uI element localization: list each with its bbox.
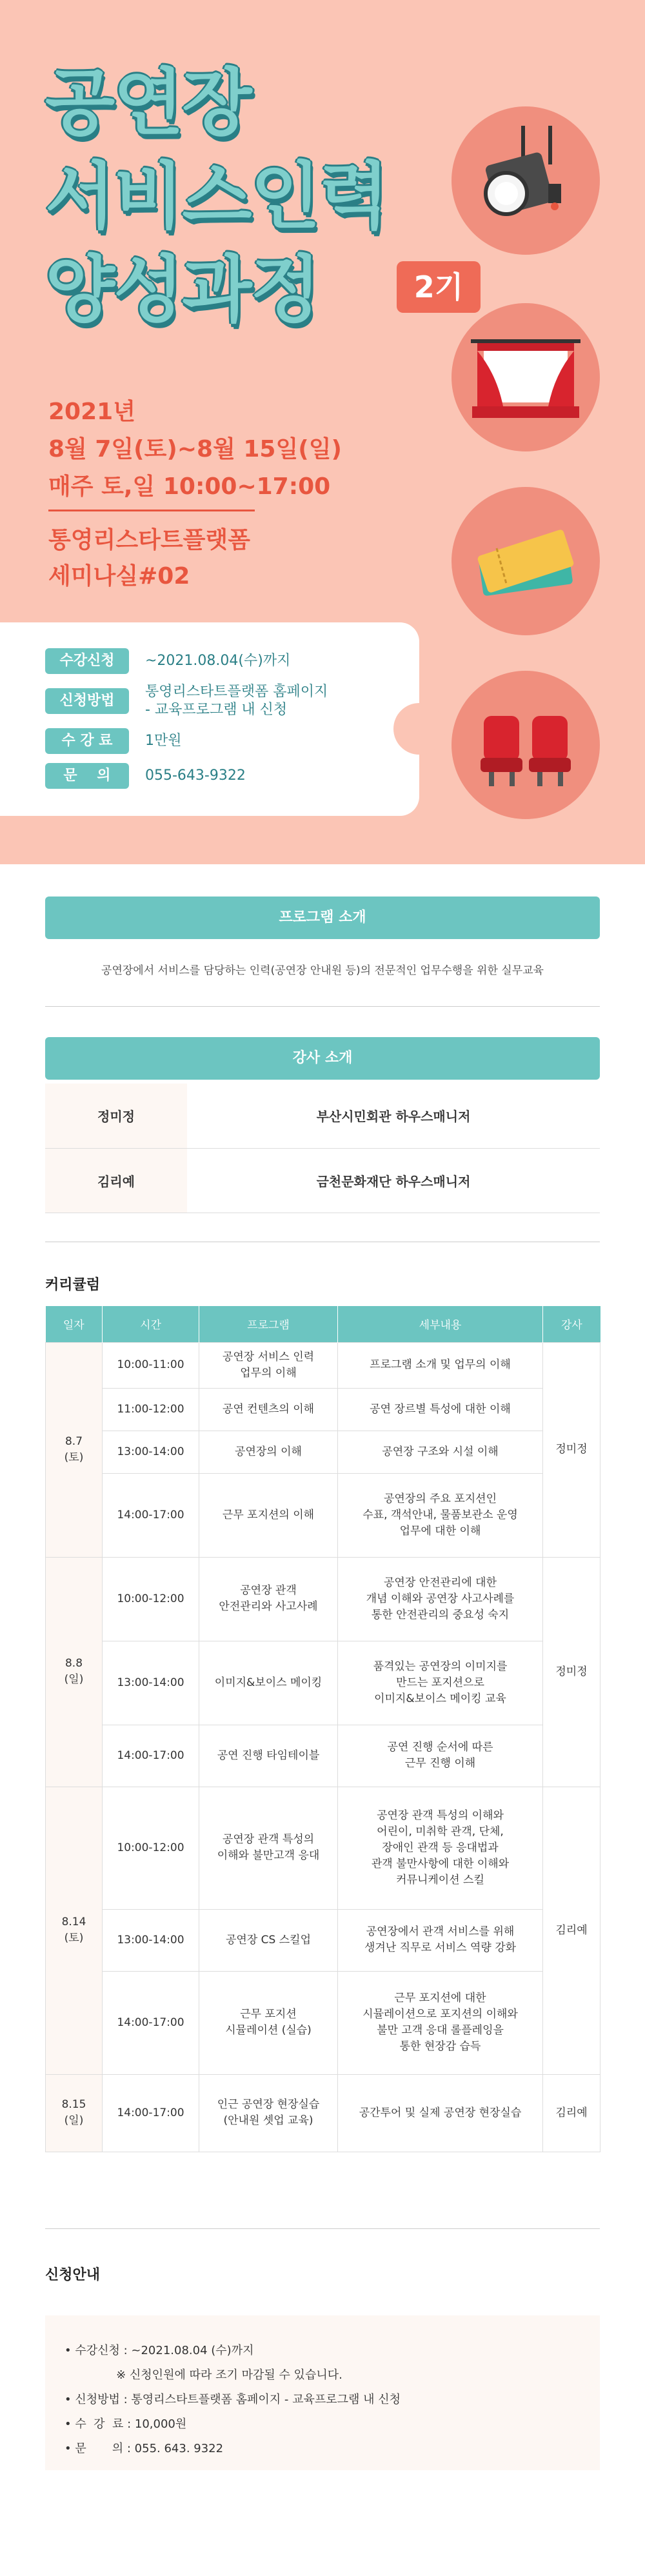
detail-cell: 공연장에서 관객 서비스를 위해 생겨난 직무로 서비스 역량 강화 — [338, 1909, 543, 1971]
info-row-fee — [45, 728, 406, 754]
time-cell: 14:00-17:00 — [103, 1473, 199, 1557]
detail-cell: 공연 장르별 특성에 대한 이해 — [338, 1388, 543, 1431]
hero-poster — [0, 0, 645, 864]
detail-cell: 공연 진행 순서에 따른 근무 진행 이해 — [338, 1725, 543, 1787]
detail-cell: 공연장 안전관리에 대한 개념 이해와 공연장 사고사례를 통한 안전관리의 중요성 숙지 — [338, 1557, 543, 1641]
info-value: 1만원 — [145, 733, 182, 749]
instructor-table — [45, 1084, 600, 1213]
detail-cell: 공간투어 및 실제 공연장 현장실습 — [338, 2074, 543, 2152]
curriculum-table — [45, 1306, 600, 2152]
instructor-section-title: 강사 소개 — [45, 1037, 600, 1080]
info-value: 통영리스타트플랫폼 홈페이지 - 교육프로그램 내 신청 — [145, 684, 328, 718]
detail-cell: 공연장의 주요 포지션인 수표, 객석안내, 물품보관소 운영 업무에 대한 이해 — [338, 1473, 543, 1557]
time-cell: 14:00-17:00 — [103, 2074, 199, 2152]
date-year: 2021년 — [48, 399, 135, 425]
divider — [48, 510, 255, 511]
time-cell: 13:00-14:00 — [103, 1909, 199, 1971]
theater-seats-icon — [452, 671, 600, 819]
apply-line: • 신청방법 : 통영리스타트플랫폼 홈페이지 - 교육프로그램 내 신청 — [64, 2393, 401, 2406]
program-cell: 공연장 서비스 인력 업무의 이해 — [199, 1342, 338, 1388]
divider — [45, 1006, 600, 1007]
info-label: 수강신청 — [45, 648, 129, 674]
table-row — [46, 1557, 600, 1641]
day-cell: 8.14 (토) — [46, 1787, 103, 2074]
program-cell: 근무 포지션 시뮬레이션 (실습) — [199, 1971, 338, 2074]
teacher-cell: 김리예 — [543, 2074, 600, 2152]
teacher-cell: 정미정 — [543, 1557, 600, 1787]
table-row — [46, 1909, 600, 1971]
instructor-name: 정미정 — [45, 1084, 187, 1148]
info-value: 055-643-9322 — [145, 768, 246, 784]
table-row — [46, 2074, 600, 2152]
header-time: 시간 — [103, 1306, 199, 1342]
venue-block — [48, 522, 250, 595]
apply-line: ※ 신청인원에 따라 조기 마감될 수 있습니다. — [64, 2368, 342, 2382]
detail-cell: 근무 포지션에 대한 시뮬레이션으로 포지션의 이해와 불만 고객 응대 롤플레잉을 통한 현장감 습득 — [338, 1971, 543, 2074]
tickets-icon — [452, 487, 600, 635]
detail-cell: 공연장 구조와 시설 이해 — [338, 1431, 543, 1473]
time-cell: 10:00-11:00 — [103, 1342, 199, 1388]
info-label: 신청방법 — [45, 688, 129, 714]
apply-heading: 신청안내 — [45, 2267, 101, 2283]
info-row-registration — [45, 648, 406, 674]
spotlight-icon — [452, 106, 600, 255]
day-cell: 8.15 (일) — [46, 2074, 103, 2152]
table-row — [46, 1431, 600, 1473]
venue-room: 세미나실#02 — [48, 563, 190, 590]
date-range: 8월 7일(토)~8월 15일(일) — [48, 436, 342, 462]
teacher-cell: 김리예 — [543, 1787, 600, 2074]
table-row — [45, 1084, 600, 1148]
program-cell: 공연장 관객 안전관리와 사고사례 — [199, 1557, 338, 1641]
table-row — [46, 1725, 600, 1787]
table-row — [46, 1388, 600, 1431]
day-cell: 8.8 (일) — [46, 1557, 103, 1787]
time-cell: 13:00-14:00 — [103, 1431, 199, 1473]
time-cell: 14:00-17:00 — [103, 1725, 199, 1787]
program-cell: 근무 포지션의 이해 — [199, 1473, 338, 1557]
time-cell: 13:00-14:00 — [103, 1641, 199, 1725]
program-section-title: 프로그램 소개 — [45, 897, 600, 939]
info-list — [45, 648, 406, 798]
poster-title-line-3: 양성과정 — [45, 248, 319, 332]
date-block — [48, 393, 342, 506]
info-label: 수 강 료 — [45, 728, 129, 754]
day-cell: 8.7 (토) — [46, 1342, 103, 1557]
time-cell: 10:00-12:00 — [103, 1787, 199, 1909]
header-program: 프로그램 — [199, 1306, 338, 1342]
header-teacher: 강사 — [543, 1306, 600, 1342]
program-cell: 공연장 관객 특성의 이해와 불만고객 응대 — [199, 1787, 338, 1909]
apply-info-box — [45, 2315, 600, 2470]
header-detail: 세부내용 — [338, 1306, 543, 1342]
header-date: 일자 — [46, 1306, 103, 1342]
info-value: ~2021.08.04(수)까지 — [145, 653, 291, 669]
venue-name: 통영리스타트플랫폼 — [48, 527, 250, 553]
date-schedule: 매주 토,일 10:00~17:00 — [48, 473, 331, 500]
table-row — [46, 1641, 600, 1725]
divider — [45, 2228, 600, 2229]
instructor-org: 부산시민회관 하우스매니저 — [187, 1084, 600, 1148]
program-cell: 공연장의 이해 — [199, 1431, 338, 1473]
poster-title-line-2: 서비스인력 — [45, 155, 388, 239]
time-cell: 11:00-12:00 — [103, 1388, 199, 1431]
table-row — [46, 1342, 600, 1388]
apply-line: • 문 의 : 055. 643. 9322 — [64, 2442, 224, 2455]
program-cell: 공연 진행 타임테이블 — [199, 1725, 338, 1787]
table-row — [46, 1473, 600, 1557]
program-description: 공연장에서 서비스를 담당하는 인력(공연장 안내원 등)의 전문적인 업무수행을 위한 실무교육 — [101, 964, 544, 977]
cohort-badge: 2기 — [397, 261, 481, 313]
program-cell: 공연장 CS 스킬업 — [199, 1909, 338, 1971]
detail-cell: 프로그램 소개 및 업무의 이해 — [338, 1342, 543, 1388]
time-cell: 14:00-17:00 — [103, 1971, 199, 2074]
instructor-name: 김리예 — [45, 1148, 187, 1213]
instructor-org: 금천문화재단 하우스매니저 — [187, 1148, 600, 1213]
program-cell: 이미지&보이스 메이킹 — [199, 1641, 338, 1725]
teacher-cell: 정미정 — [543, 1342, 600, 1557]
curriculum-heading: 커리큘럼 — [45, 1277, 101, 1293]
table-row — [46, 1787, 600, 1909]
stage-curtain-icon — [452, 303, 600, 451]
detail-cell: 공연장 관객 특성의 이해와 어린이, 미취학 관객, 단체, 장애인 관객 등 응대법과 관객 불만사항에 대한 이해와 커뮤니케이션 스킬 — [338, 1787, 543, 1909]
info-row-contact — [45, 763, 406, 789]
table-row — [46, 1971, 600, 2074]
detail-cell: 품격있는 공연장의 이미지를 만드는 포지션으로 이미지&보이스 메이킹 교육 — [338, 1641, 543, 1725]
time-cell: 10:00-12:00 — [103, 1557, 199, 1641]
table-row — [45, 1148, 600, 1213]
program-cell: 공연 컨텐츠의 이해 — [199, 1388, 338, 1431]
poster-title-line-1: 공연장 — [45, 61, 251, 145]
apply-line: • 수강신청 : ~2021.08.04 (수)까지 — [64, 2344, 254, 2357]
apply-line: • 수 강 료 : 10,000원 — [64, 2417, 187, 2431]
program-cell: 인근 공연장 현장실습 (안내원 셋업 교육) — [199, 2074, 338, 2152]
table-header-row — [46, 1306, 600, 1342]
info-row-method — [45, 683, 406, 719]
info-label: 문 의 — [45, 763, 129, 789]
